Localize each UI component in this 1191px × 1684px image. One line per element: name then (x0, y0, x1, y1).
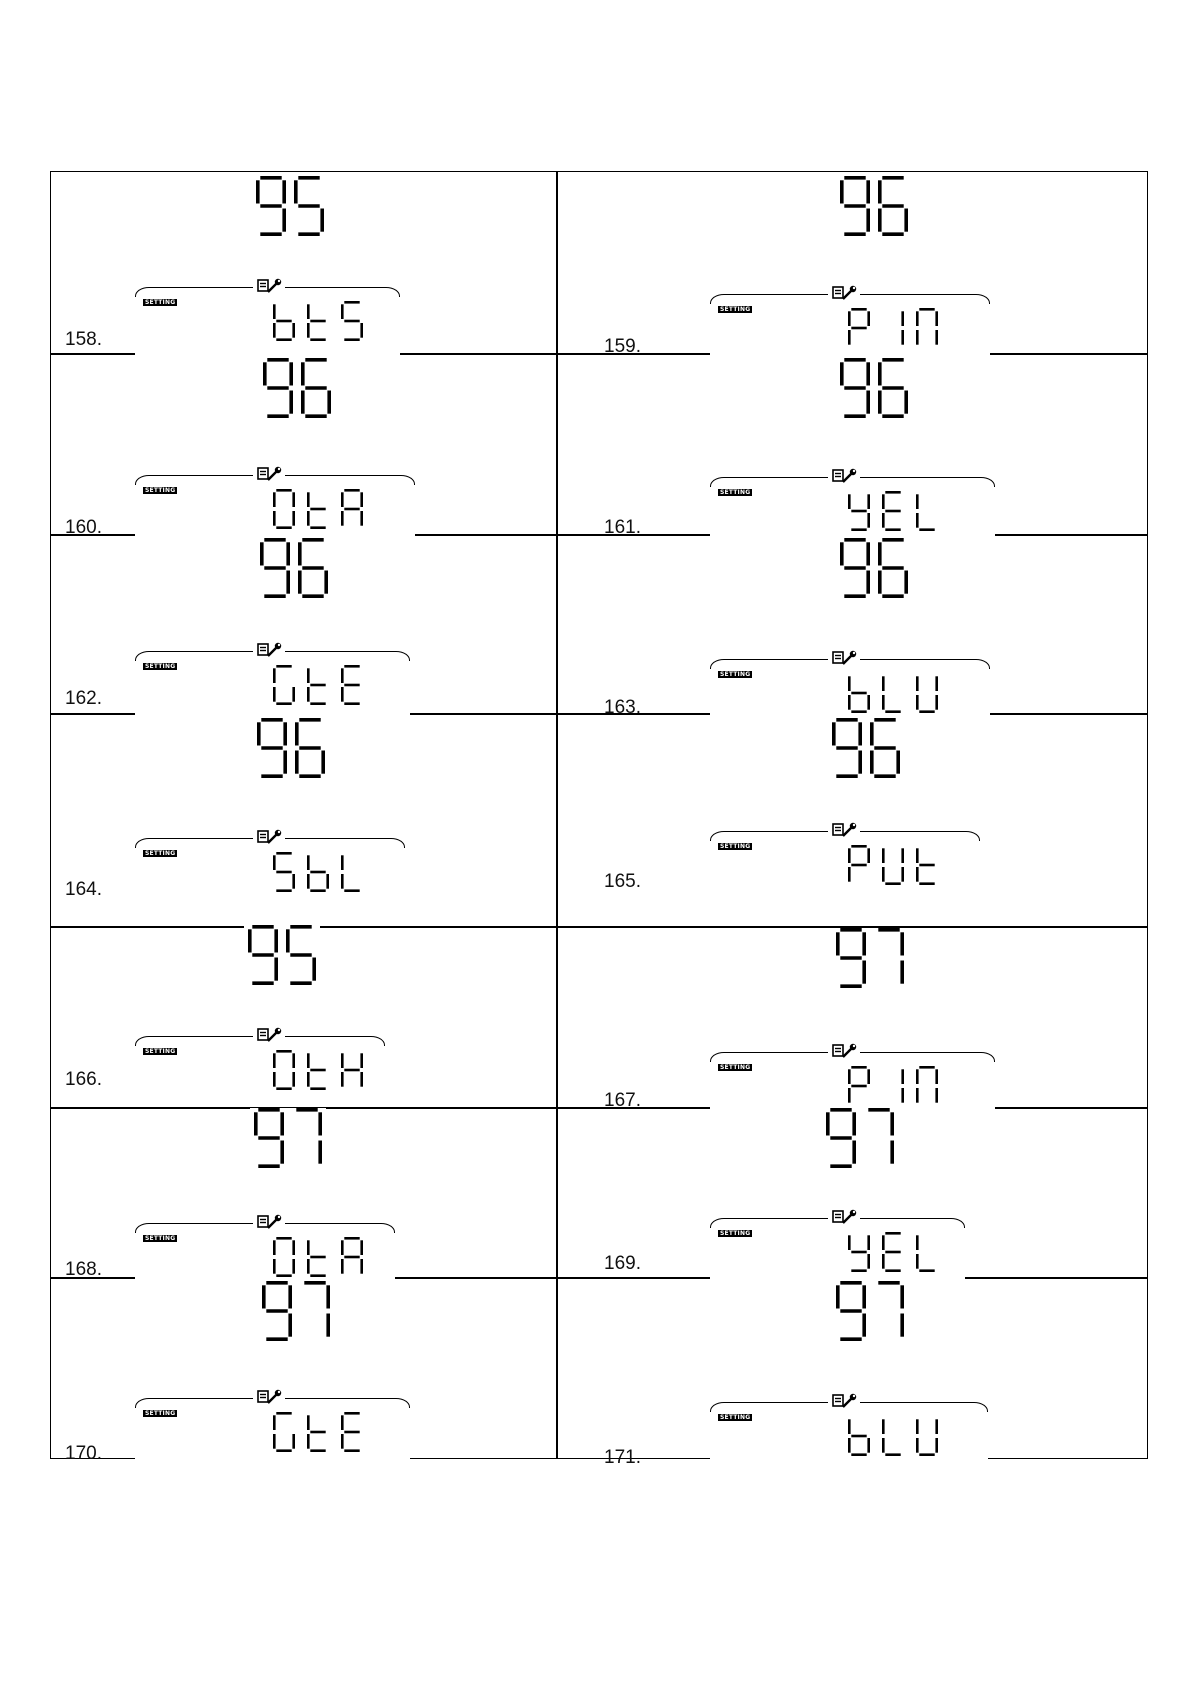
frame-line-right (860, 659, 990, 669)
setting-tool-icon (832, 285, 858, 306)
frame-line-right (860, 1402, 988, 1412)
entry-number: 168. (65, 1259, 102, 1280)
program-value (836, 538, 912, 598)
frame-line-right (860, 1052, 995, 1062)
lcd-setting-frame (710, 1402, 988, 1472)
program-value (836, 176, 912, 236)
frame-line-right (860, 294, 990, 304)
frame-line-right (285, 475, 415, 485)
setting-code (848, 1416, 938, 1456)
setting-tool-icon (832, 1393, 858, 1414)
lcd-setting-frame (710, 1218, 965, 1288)
frame-line-right (285, 1036, 385, 1046)
frame-line-left (710, 831, 828, 841)
setting-tool-icon (832, 650, 858, 671)
frame-line-right (285, 838, 405, 848)
setting-code (848, 491, 938, 531)
setting-badge: SETTING (145, 1235, 176, 1242)
program-value (250, 1108, 326, 1168)
column-divider (556, 171, 558, 1459)
lcd-setting-frame (135, 475, 415, 545)
setting-code (848, 308, 938, 348)
entry-number: 158. (65, 329, 102, 350)
setting-badge: SETTING (720, 1414, 751, 1421)
frame-line-left (135, 1036, 253, 1046)
setting-tool-icon (257, 642, 283, 663)
setting-code (273, 852, 363, 892)
setting-tool-icon (257, 1389, 283, 1410)
frame-line-left (710, 1052, 828, 1062)
program-value (822, 1108, 898, 1168)
setting-tool-icon (257, 829, 283, 850)
program-value (258, 1281, 334, 1341)
entry-number: 164. (65, 879, 102, 900)
program-value (256, 538, 332, 598)
lcd-setting-frame (135, 838, 405, 908)
frame-line-left (710, 477, 828, 487)
setting-badge: SETTING (145, 299, 176, 306)
lcd-setting-frame (135, 1036, 385, 1106)
setting-badge: SETTING (720, 489, 751, 496)
lcd-setting-frame (135, 287, 400, 357)
lcd-setting-frame (135, 1398, 410, 1468)
frame-line-left (135, 1398, 253, 1408)
frame-line-left (135, 287, 253, 297)
setting-badge: SETTING (720, 1230, 751, 1237)
setting-badge: SETTING (720, 306, 751, 313)
setting-tool-icon (257, 278, 283, 299)
program-value (252, 176, 328, 236)
frame-line-left (710, 294, 828, 304)
setting-tool-icon (257, 1214, 283, 1235)
setting-code (273, 1050, 363, 1090)
setting-badge: SETTING (145, 1410, 176, 1417)
setting-tool-icon (832, 822, 858, 843)
setting-code (273, 301, 363, 341)
lcd-setting-frame (710, 477, 995, 547)
entry-number: 170. (65, 1443, 102, 1464)
program-value (244, 925, 320, 985)
program-value (836, 358, 912, 418)
frame-line-right (285, 1223, 395, 1233)
setting-badge: SETTING (720, 843, 751, 850)
setting-code (848, 845, 938, 885)
frame-line-right (860, 1218, 965, 1228)
entry-number: 163. (604, 697, 641, 718)
lcd-setting-frame (710, 294, 990, 364)
setting-code (848, 673, 938, 713)
entry-number: 162. (65, 688, 102, 709)
frame-line-left (710, 1402, 828, 1412)
lcd-setting-frame (710, 831, 980, 901)
frame-line-left (135, 651, 253, 661)
entry-number: 171. (604, 1447, 641, 1468)
setting-tool-icon (257, 1027, 283, 1048)
entry-number: 167. (604, 1090, 641, 1111)
setting-code (273, 1237, 363, 1277)
lcd-setting-frame (135, 651, 410, 721)
frame-line-left (710, 1218, 828, 1228)
setting-badge: SETTING (145, 850, 176, 857)
entry-number: 159. (604, 336, 641, 357)
setting-code (848, 1232, 938, 1272)
program-value (828, 718, 904, 778)
setting-badge: SETTING (145, 663, 176, 670)
program-value (832, 1281, 908, 1341)
setting-badge: SETTING (720, 1064, 751, 1071)
setting-badge: SETTING (145, 1048, 176, 1055)
frame-line-left (135, 1223, 253, 1233)
setting-tool-icon (257, 466, 283, 487)
setting-code (273, 1412, 363, 1452)
program-value (253, 718, 329, 778)
entry-number: 169. (604, 1253, 641, 1274)
program-value (259, 358, 335, 418)
setting-tool-icon (832, 1209, 858, 1230)
setting-code (273, 665, 363, 705)
frame-line-left (135, 475, 253, 485)
program-value (832, 928, 908, 988)
frame-line-right (860, 477, 995, 487)
setting-badge: SETTING (145, 487, 176, 494)
entry-number: 166. (65, 1069, 102, 1090)
setting-code (848, 1066, 938, 1106)
setting-badge: SETTING (720, 671, 751, 678)
setting-code (273, 489, 363, 529)
setting-tool-icon (832, 1043, 858, 1064)
entry-number: 161. (604, 517, 641, 538)
frame-line-right (285, 651, 410, 661)
frame-line-right (285, 1398, 410, 1408)
frame-line-left (710, 659, 828, 669)
setting-tool-icon (832, 468, 858, 489)
frame-line-right (860, 831, 980, 841)
entry-number: 160. (65, 517, 102, 538)
frame-line-left (135, 838, 253, 848)
frame-line-right (285, 287, 400, 297)
entry-number: 165. (604, 871, 641, 892)
